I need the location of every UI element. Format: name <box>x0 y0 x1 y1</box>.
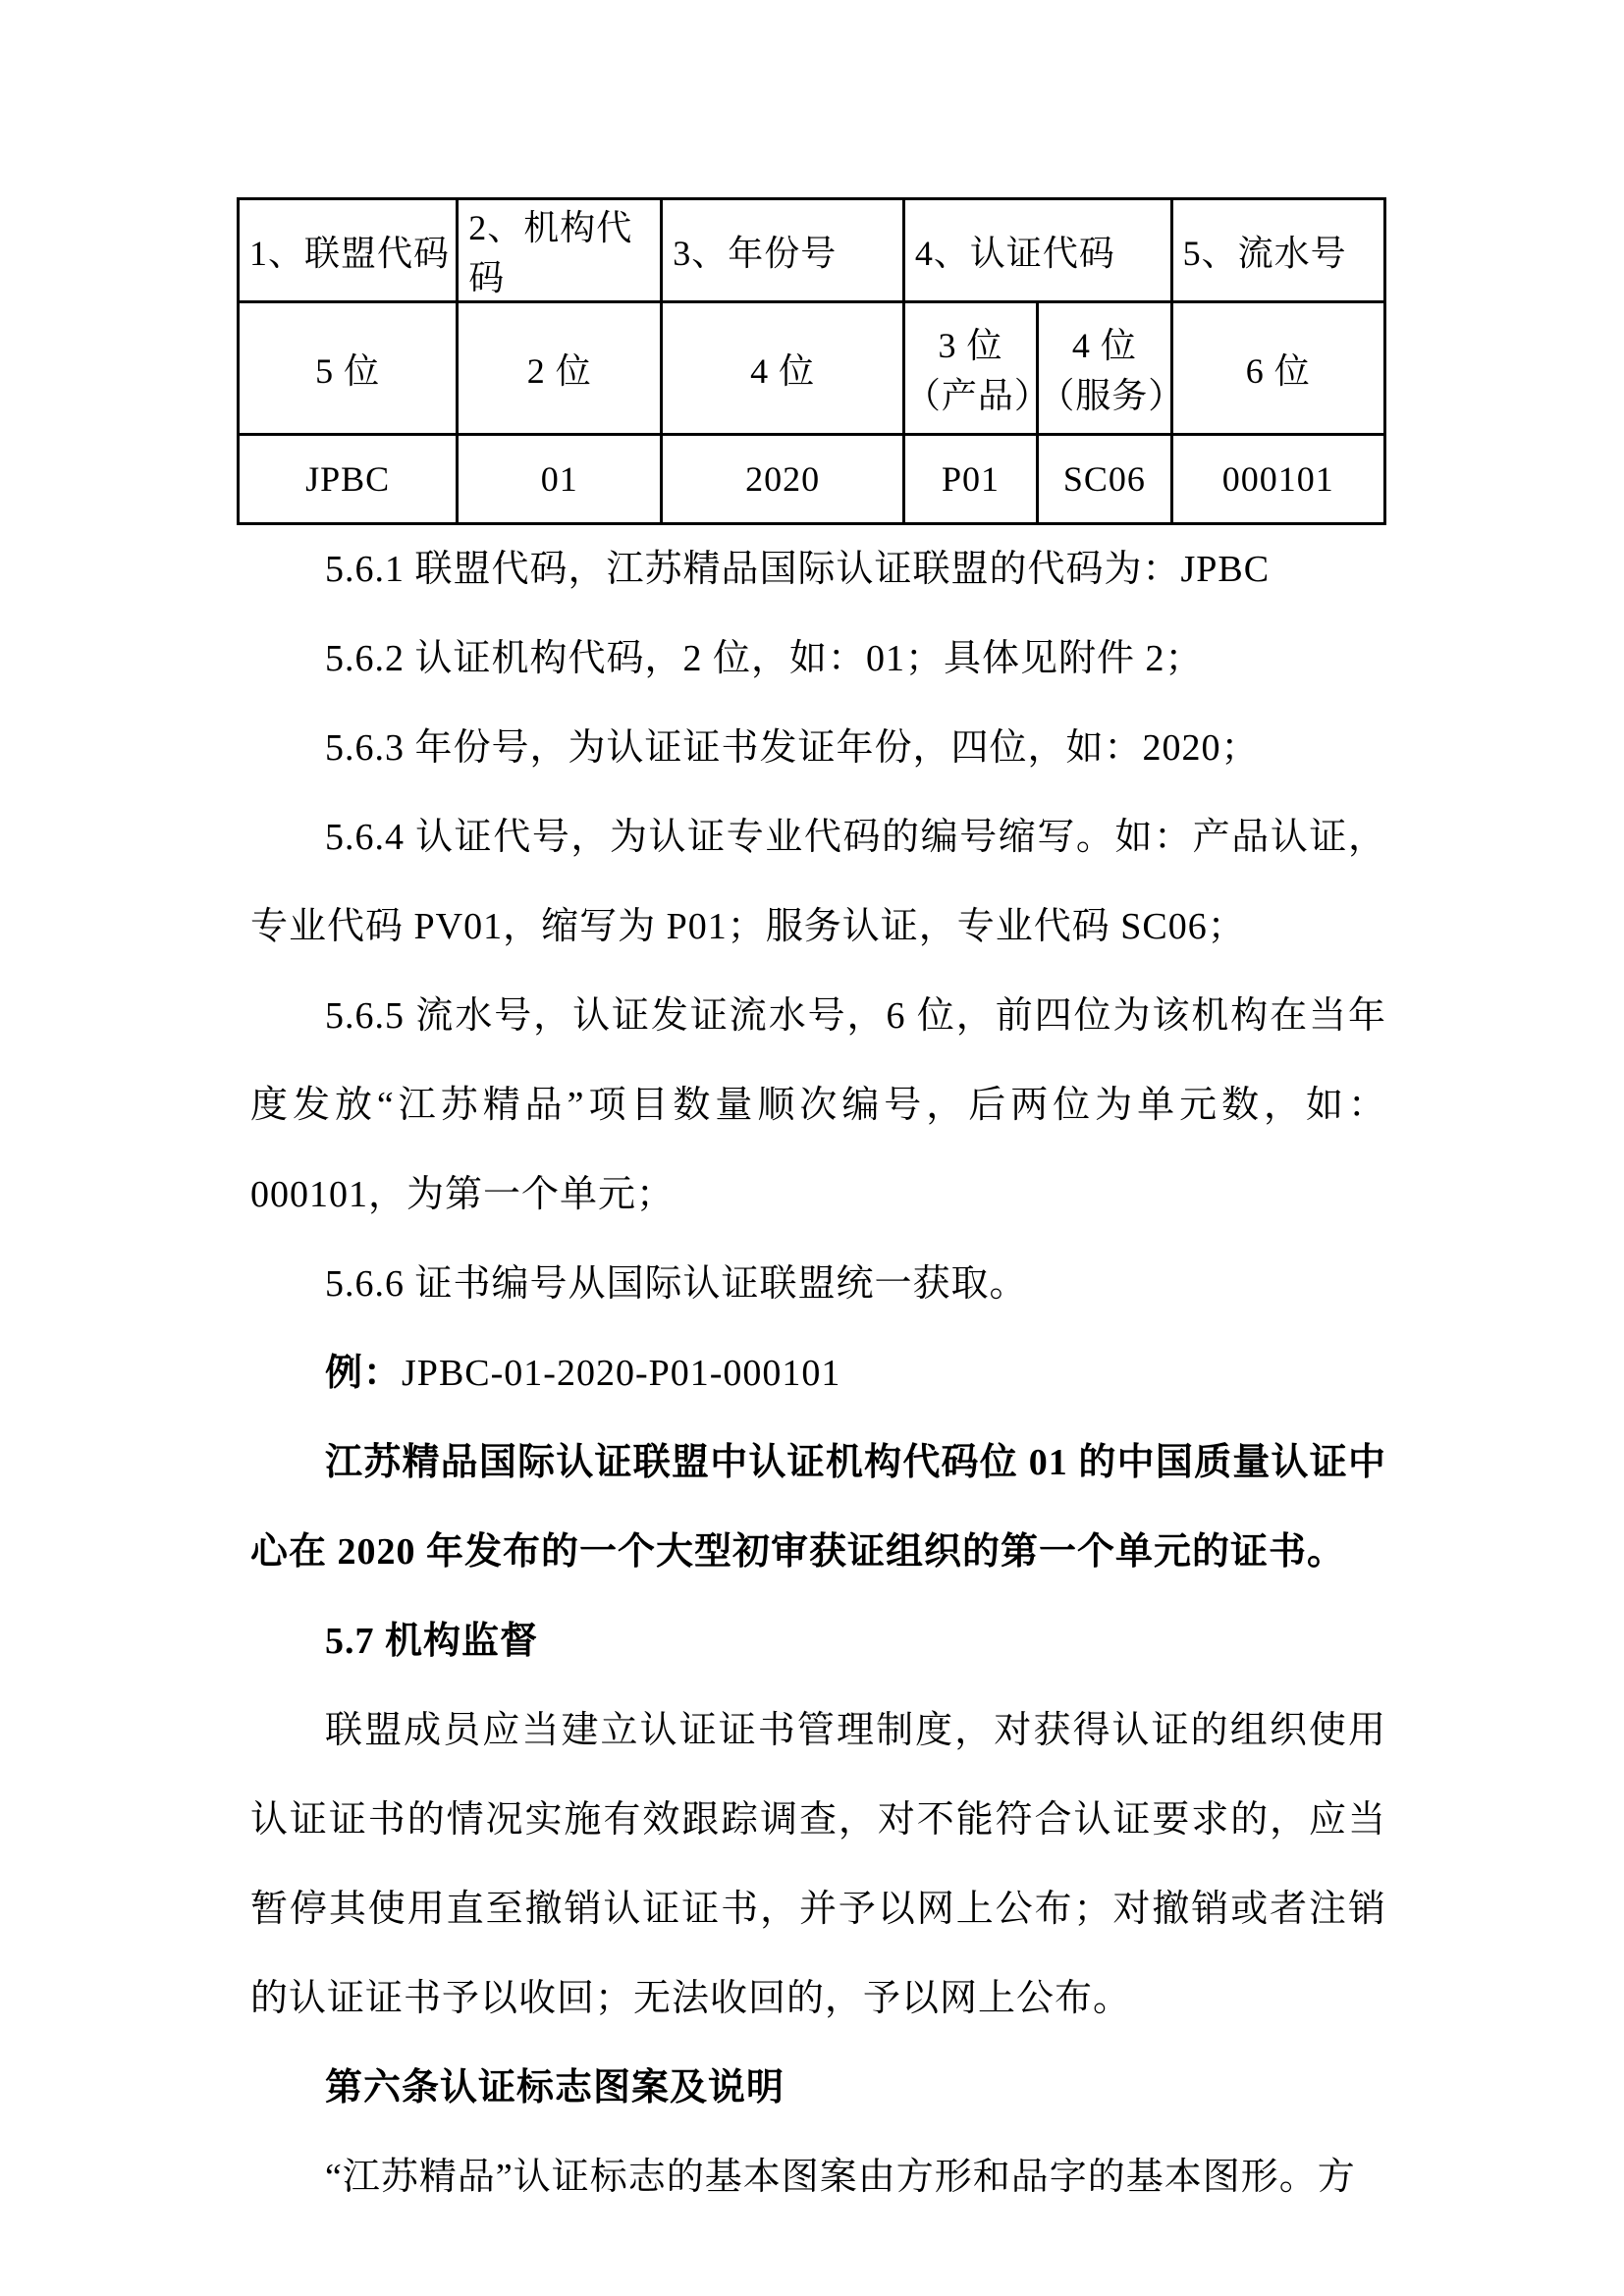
paragraph-example <box>250 1329 1386 1418</box>
paragraph-mark-description: “江苏精品”认证标志的基本图案由方形和品字的基本图形。方 <box>325 2157 1356 2198</box>
body-text <box>250 525 1386 2222</box>
example-cell-year: 2020 <box>662 435 904 524</box>
table-header-row <box>239 199 1385 302</box>
table-digits-row <box>239 302 1385 435</box>
paragraph-5-6-4: 5.6.4 认证代号，为认证专业代码的编号缩写。如：产品认证，专业代码 PV01，缩写为 P01；服务认证，专业代码 SC06； <box>250 817 1386 947</box>
heading-5-7: 5.7 机构监督 <box>325 1621 539 1662</box>
example-cell-service: SC06 <box>1038 435 1171 524</box>
certificate-number-structure-table <box>237 197 1386 525</box>
header-cell-alliance-code: 1、联盟代码 <box>239 199 458 302</box>
example-code: JPBC-01-2020-P01-000101 <box>402 1353 841 1394</box>
example-cell-alliance: JPBC <box>239 435 458 524</box>
digits-cell-product: 3 位（产品） <box>903 302 1037 435</box>
digits-cell-year: 4 位 <box>662 302 904 435</box>
paragraph-supervision: 联盟成员应当建立认证证书管理制度，对获得认证的组织使用认证证书的情况实施有效跟踪调查，对不能符合认证要求的，应当暂停其使用直至撤销认证证书，并予以网上公布；对撤销或者注销的认证证书予以收回；无法收回的，予以网上公布。 <box>250 1710 1386 2019</box>
header-cell-serial-number: 5、流水号 <box>1171 199 1384 302</box>
digits-cell-service: 4 位（服务） <box>1038 302 1171 435</box>
header-cell-certification-code: 4、认证代码 <box>903 199 1171 302</box>
digits-cell-agency: 2 位 <box>458 302 662 435</box>
paragraph-5-6-6: 5.6.6 证书编号从国际认证联盟统一获取。 <box>325 1263 1028 1305</box>
example-cell-product: P01 <box>903 435 1037 524</box>
document-content <box>250 197 1386 2222</box>
header-cell-year-number: 3、年份号 <box>662 199 904 302</box>
paragraph-certificate-meaning: 江苏精品国际认证联盟中认证机构代码位 01 的中国质量认证中心在 2020 年发布的一个大型初审获证组织的第一个单元的证书。 <box>250 1442 1386 1573</box>
paragraph-5-6-3: 5.6.3 年份号，为认证证书发证年份，四位，如：2020； <box>325 727 1260 769</box>
table-example-row <box>239 435 1385 524</box>
example-cell-serial: 000101 <box>1171 435 1384 524</box>
digits-cell-serial: 6 位 <box>1171 302 1384 435</box>
example-cell-agency: 01 <box>458 435 662 524</box>
example-label: 例： <box>325 1353 403 1394</box>
heading-article-6: 第六条认证标志图案及说明 <box>325 2067 785 2109</box>
digits-cell-alliance: 5 位 <box>239 302 458 435</box>
paragraph-5-6-5: 5.6.5 流水号，认证发证流水号，6 位，前四位为该机构在当年度发放“江苏精品”项目数量顺次编号，后两位为单元数，如：000101，为第一个单元； <box>250 995 1386 1215</box>
paragraph-5-6-1: 5.6.1 联盟代码，江苏精品国际认证联盟的代码为：JPBC <box>325 549 1271 590</box>
header-cell-agency-code: 2、机构代码 <box>458 199 662 302</box>
paragraph-5-6-2: 5.6.2 认证机构代码，2 位，如：01；具体见附件 2； <box>325 638 1204 679</box>
